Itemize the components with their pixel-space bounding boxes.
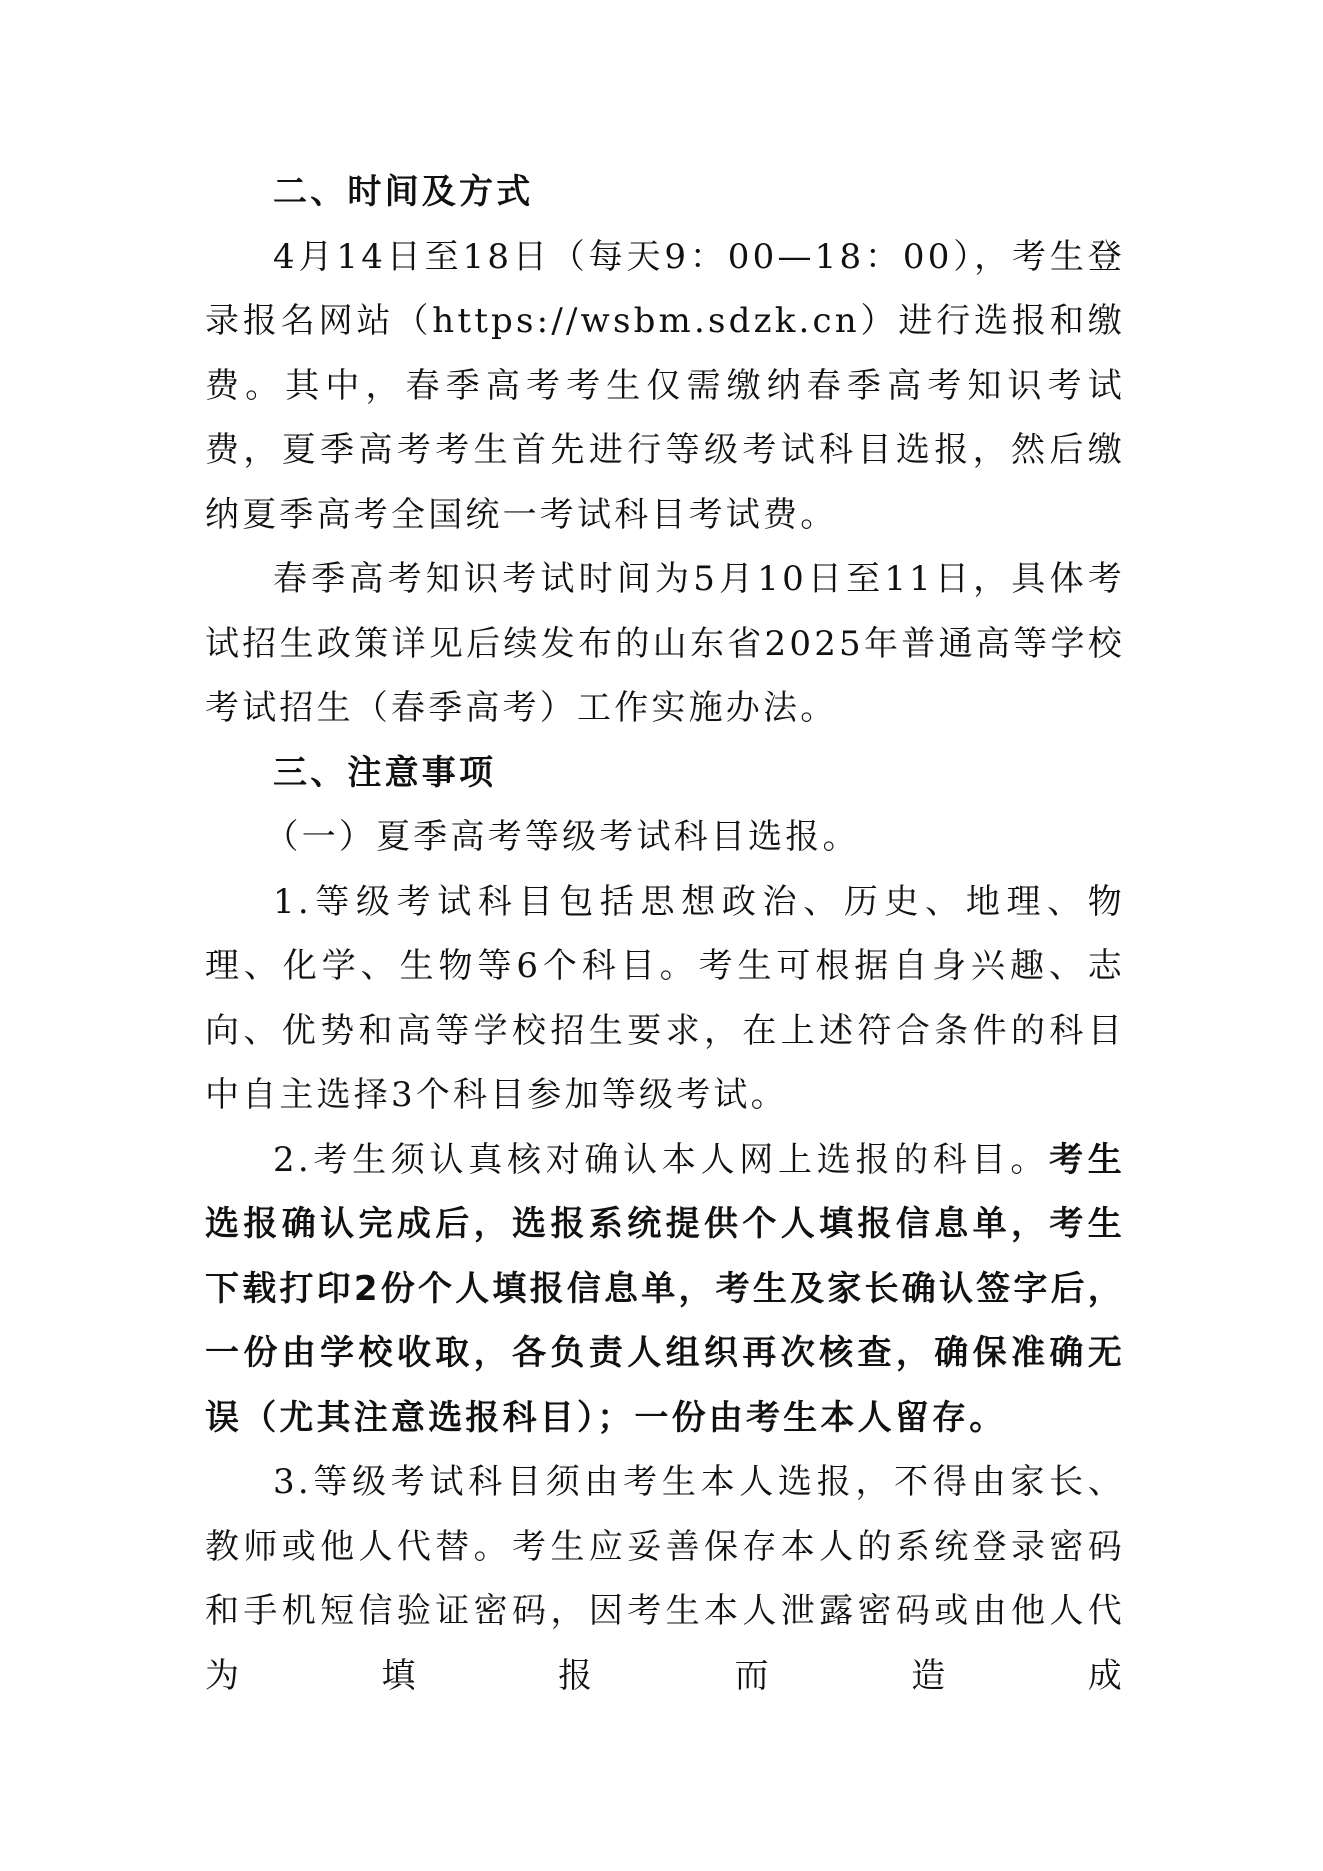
section-heading-notes: 三、注意事项 [273,752,497,793]
paragraph-spring-exam: 春季高考知识考试时间为5月10日至11日，具体考试招生政策详见后续发布的山东省2025年普通高等学校考试招生（春季高考）工作实施办法。 [205,559,1125,728]
paragraph-item-1: 1.等级考试科目包括思想政治、历史、地理、物理、化学、生物等6个科目。考生可根据自身兴趣、志向、优势和高等学校招生要求，在上述符合条件的科目中自主选择3个科目参加等级考试。 [205,881,1125,1115]
document-body [205,160,1125,1708]
paragraph-item-3: 3.等级考试科目须由考生本人选报，不得由家长、教师或他人代替。考生应妥善保存本人的系统登录密码和手机短信验证密码，因考生本人泄露密码或由他人代为填报而造成 [205,1462,1125,1696]
subsection-heading-subject-selection: （一）夏季高考等级考试科目选报。 [264,817,860,857]
item-2-bold-text: 考生选报确认完成后，选报系统提供个人填报信息单，考生下载打印2份个人填报信息单，考生及家长确认签字后，一份由学校收取，各负责人组织再次核查，确保准确无误（尤其注意选报科目）；一份由考生本人留存。 [205,1139,1125,1438]
section-heading-time-method: 二、时间及方式 [273,172,534,212]
paragraph-time: 4月14日至18日（每天9：00—18：00），考生登录报名网站（https://wsbm.sdzk.cn）进行选报和缴费。其中，春季高考考生仅需缴纳春季高考知识考试费，夏季高考考生首先进行等级考试科目选报，然后缴纳夏季高考全国统一考试科目考试费。 [205,236,1125,535]
paragraph-item-2 [205,1128,1125,1451]
item-2-plain-text: 2.考生须认真核对确认本人网上选报的科目。 [273,1139,1050,1180]
